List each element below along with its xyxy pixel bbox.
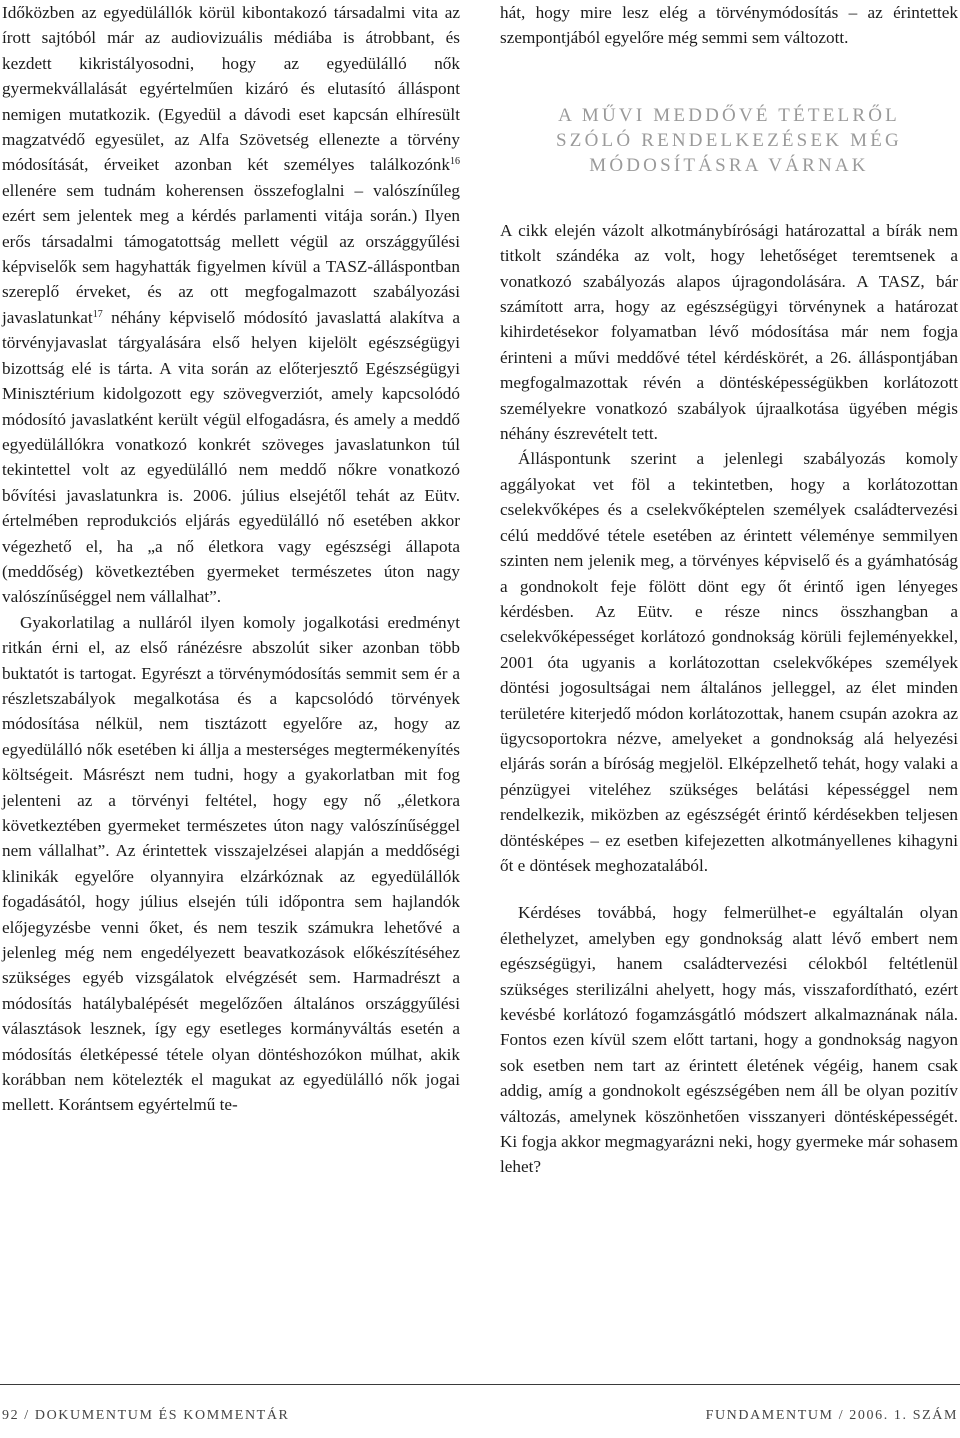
left-paragraph-2: Gyakorlatilag a nulláról ilyen komoly jogalkotási eredményt ritkán érni el, az első ránézésre abszolút siker azonban több buktatót is tartogat. Egyrészt a törvénymódosítás semmit sem ér a részletszabályok megalkotása és a kapcsolódó törvények módosítása nélkül, nem tisztázott egyelőre az, hogy az egyedülálló nők esetében ki állja a mesterséges megtermékenyítés költségeit. Másrészt nem tudni, hogy a gyakorlatban mit fog jelenteni az a törvényi feltétel, hogy egy nő „életkora következtében gyermeket természetes úton nagy valószínűséggel nem vállalhat”. Az érintettek visszajelzései alapján a meddőségi klinikák egyelőre olyannyira elzárkóznak az egyedülállók fogadásától, hogy július elsején túli időpontra sem hajlandók előjegyzésbe venni őket, és nem teszik számukra lehetővé a jelenleg még nem engedélyezett beavatkozások előkészítéséhez szükséges egyéb vizsgálatok elvégzését sem. Harmadrészt a módosítás hatálybalépését megelőzően általános országgyűlési választások lesznek, így egy esetleges kormányváltás esetén a módosítás életképessé tétele olyan döntéshozókon múlhat, akik korábban nem kötelezték el magukat az egyedülálló nők jogai mellett. Korántsem egyértelmű te- xyxy=(2,612,460,1115)
footnote-ref-17[interactable]: 17 xyxy=(92,308,103,320)
right-column xyxy=(500,0,958,1180)
left-paragraph-1-text-a: Időközben az egyedülállók körül kibontakozó társadalmi vita az írott sajtóból már az audiovizuális médiába is átrobbant, és kezdett kikristályosodni, hogy az egyedülálló nők gyermekvállalását egyértelműen kizáró és elutasító álláspont nemigen mutatkozik. (Egyedül a dávodi eset kapcsán elhíresült magzatvédő egyesület, az Alfa Szövetség ellenezte a törvény módosítását, érveiket azonban két személyes találkozónk xyxy=(2,3,460,175)
right-paragraph-2: Álláspontunk szerint a jelenlegi szabályozás komoly aggályokat vet föl a tekintetben, hogy a korlátozottan cselekvőképes és a cselekvőképtelen személyek családtervezési célú meddővé tétele esetében az érintett véleménye semmilyen szinten nem jelenik meg, a törvényes képviselő és a gyámhatóság a gondnokolt feje fölött dönt egy őt érintő igen lényeges kérdésben. Az Eütv. e része nincs összhangban a cselekvőképességet korlátozó gondnokság körüli fejleményekkel, 2001 óta ugyanis a korlátozottan cselekvőképes személyek döntési jogosultságai nem általános jelleggel, az élet minden területére kiterjedő módon korlátozottak, hanem csupán azokra az ügycsoportokra nézve, amelyeket a gondnokság alá helyezési eljárás során a bíróság megjelöl. Elképzelhető tehát, hogy valaki a pénzügyei viteléhez szükséges belátási képességgel nem rendelkezik, miközben az egészségét érintő kérdésekben teljesen döntésképes – ez esetben kifejezetten alkotmányellenes kihagyni őt e döntések meghozatalából. xyxy=(500,449,958,875)
left-paragraph-1-text-b: ellenére sem tudnám koherensen összefoglalni – valószínűleg ezért sem jelentek meg a kérdés parlamenti vitája során.) Ilyen erős társadalmi támogatottság mellett végül az országgyűlési képviselők sem hagyhatták figyelmen kívül a TASZ-álláspontban szereplő érveket, és az ott megfogalmazott szabályozási javaslatunkat xyxy=(2,180,460,327)
left-column xyxy=(2,0,460,1118)
footer-right-text: FUNDAMENTUM / 2006. 1. SZÁM xyxy=(705,1408,958,1423)
section-heading xyxy=(500,103,958,178)
section-heading-line-2: SZÓLÓ RENDELKEZÉSEK MÉG xyxy=(556,129,902,151)
left-paragraph-1-text-c: néhány képviselő módosító javaslattá alakítva a törvényjavaslat tárgyalására első helyen kijelölt egészségügyi bizottság elé is tárta. A vita során az előterjesztő Egészségügyi Minisztérium kidolgozott egy szövegverziót, amely kapcsolódó módosító javaslatként került végül elfogadásra, és amely a meddő egyedülállókra vonatkozó konkrét szöveges javaslatunkon túl tekintettel volt az egyedülálló nem meddő nőkre vonatkozó bővítési javaslatunkra is. 2006. július elsejétől tehát az Eütv. értelmében reprodukciós eljárás egyedülálló nő esetében akkor végezhető el, ha „a nő életkora vagy egészségi állapota (meddőség) következtében gyermeket természetes úton nagy valószínűséggel nem vállalhat”. xyxy=(2,307,460,607)
right-paragraph-0: hát, hogy mire lesz elég a törvénymódosítás – az érintettek szempontjából egyelőre még semmi sem változott. xyxy=(500,3,958,48)
footer-rule xyxy=(0,1384,960,1385)
section-heading-line-3: MÓDOSÍTÁSRA VÁRNAK xyxy=(589,154,869,176)
section-heading-line-1: A MŰVI MEDDŐVÉ TÉTELRŐL xyxy=(558,104,900,126)
left-paragraph-1 xyxy=(2,0,460,610)
footnote-ref-16[interactable]: 16 xyxy=(450,156,460,168)
right-paragraph-3: Kérdéses továbbá, hogy felmerülhet-e egyáltalán olyan élethelyzet, amelyben egy gondnokság alatt lévő embert nem egészségügyi, hanem családtervezési célokból feltétlenül szükséges sterilizálni ahelyett, hogy más, visszafordítható, ezért kevésbé korlátozó fogamzásgátló módszert alkalmaznának nála. Fontos ezen kívül szem előtt tartani, hogy a gondnokság nagyon sok esetben nem tart az érintett életének végéig, hanem csak addig, amíg a gondnokolt egészségében nem áll be olyan pozitív változás, amelynek köszönhetően visszanyeri döntésképességét. Ki fogja akkor megmagyarázni neki, hogy gyermeke már sohasem lehet? xyxy=(500,903,958,1177)
footer-left-text: 92 / DOKUMENTUM ÉS KOMMENTÁR xyxy=(2,1408,290,1423)
right-paragraph-1: A cikk elején vázolt alkotmánybírósági határozattal a bírák nem titkolt szándéka az volt, hogy lehetőséget teremtsenek a vonatkozó szabályozás alapos újragondolására. A TASZ, bár számított arra, hogy az egészségügyi törvénynek a határozat kihirdetésekor folyamatban lévő módosítása már nem fogja érinteni a művi meddővé tétel kérdéskörét, a 26. álláspontjában megfogalmazottak révén a döntésképességükben korlátozott személyekre vonatkozó szabályok újraalkotása ügyében mégis néhány észrevételt tett. xyxy=(500,220,958,444)
